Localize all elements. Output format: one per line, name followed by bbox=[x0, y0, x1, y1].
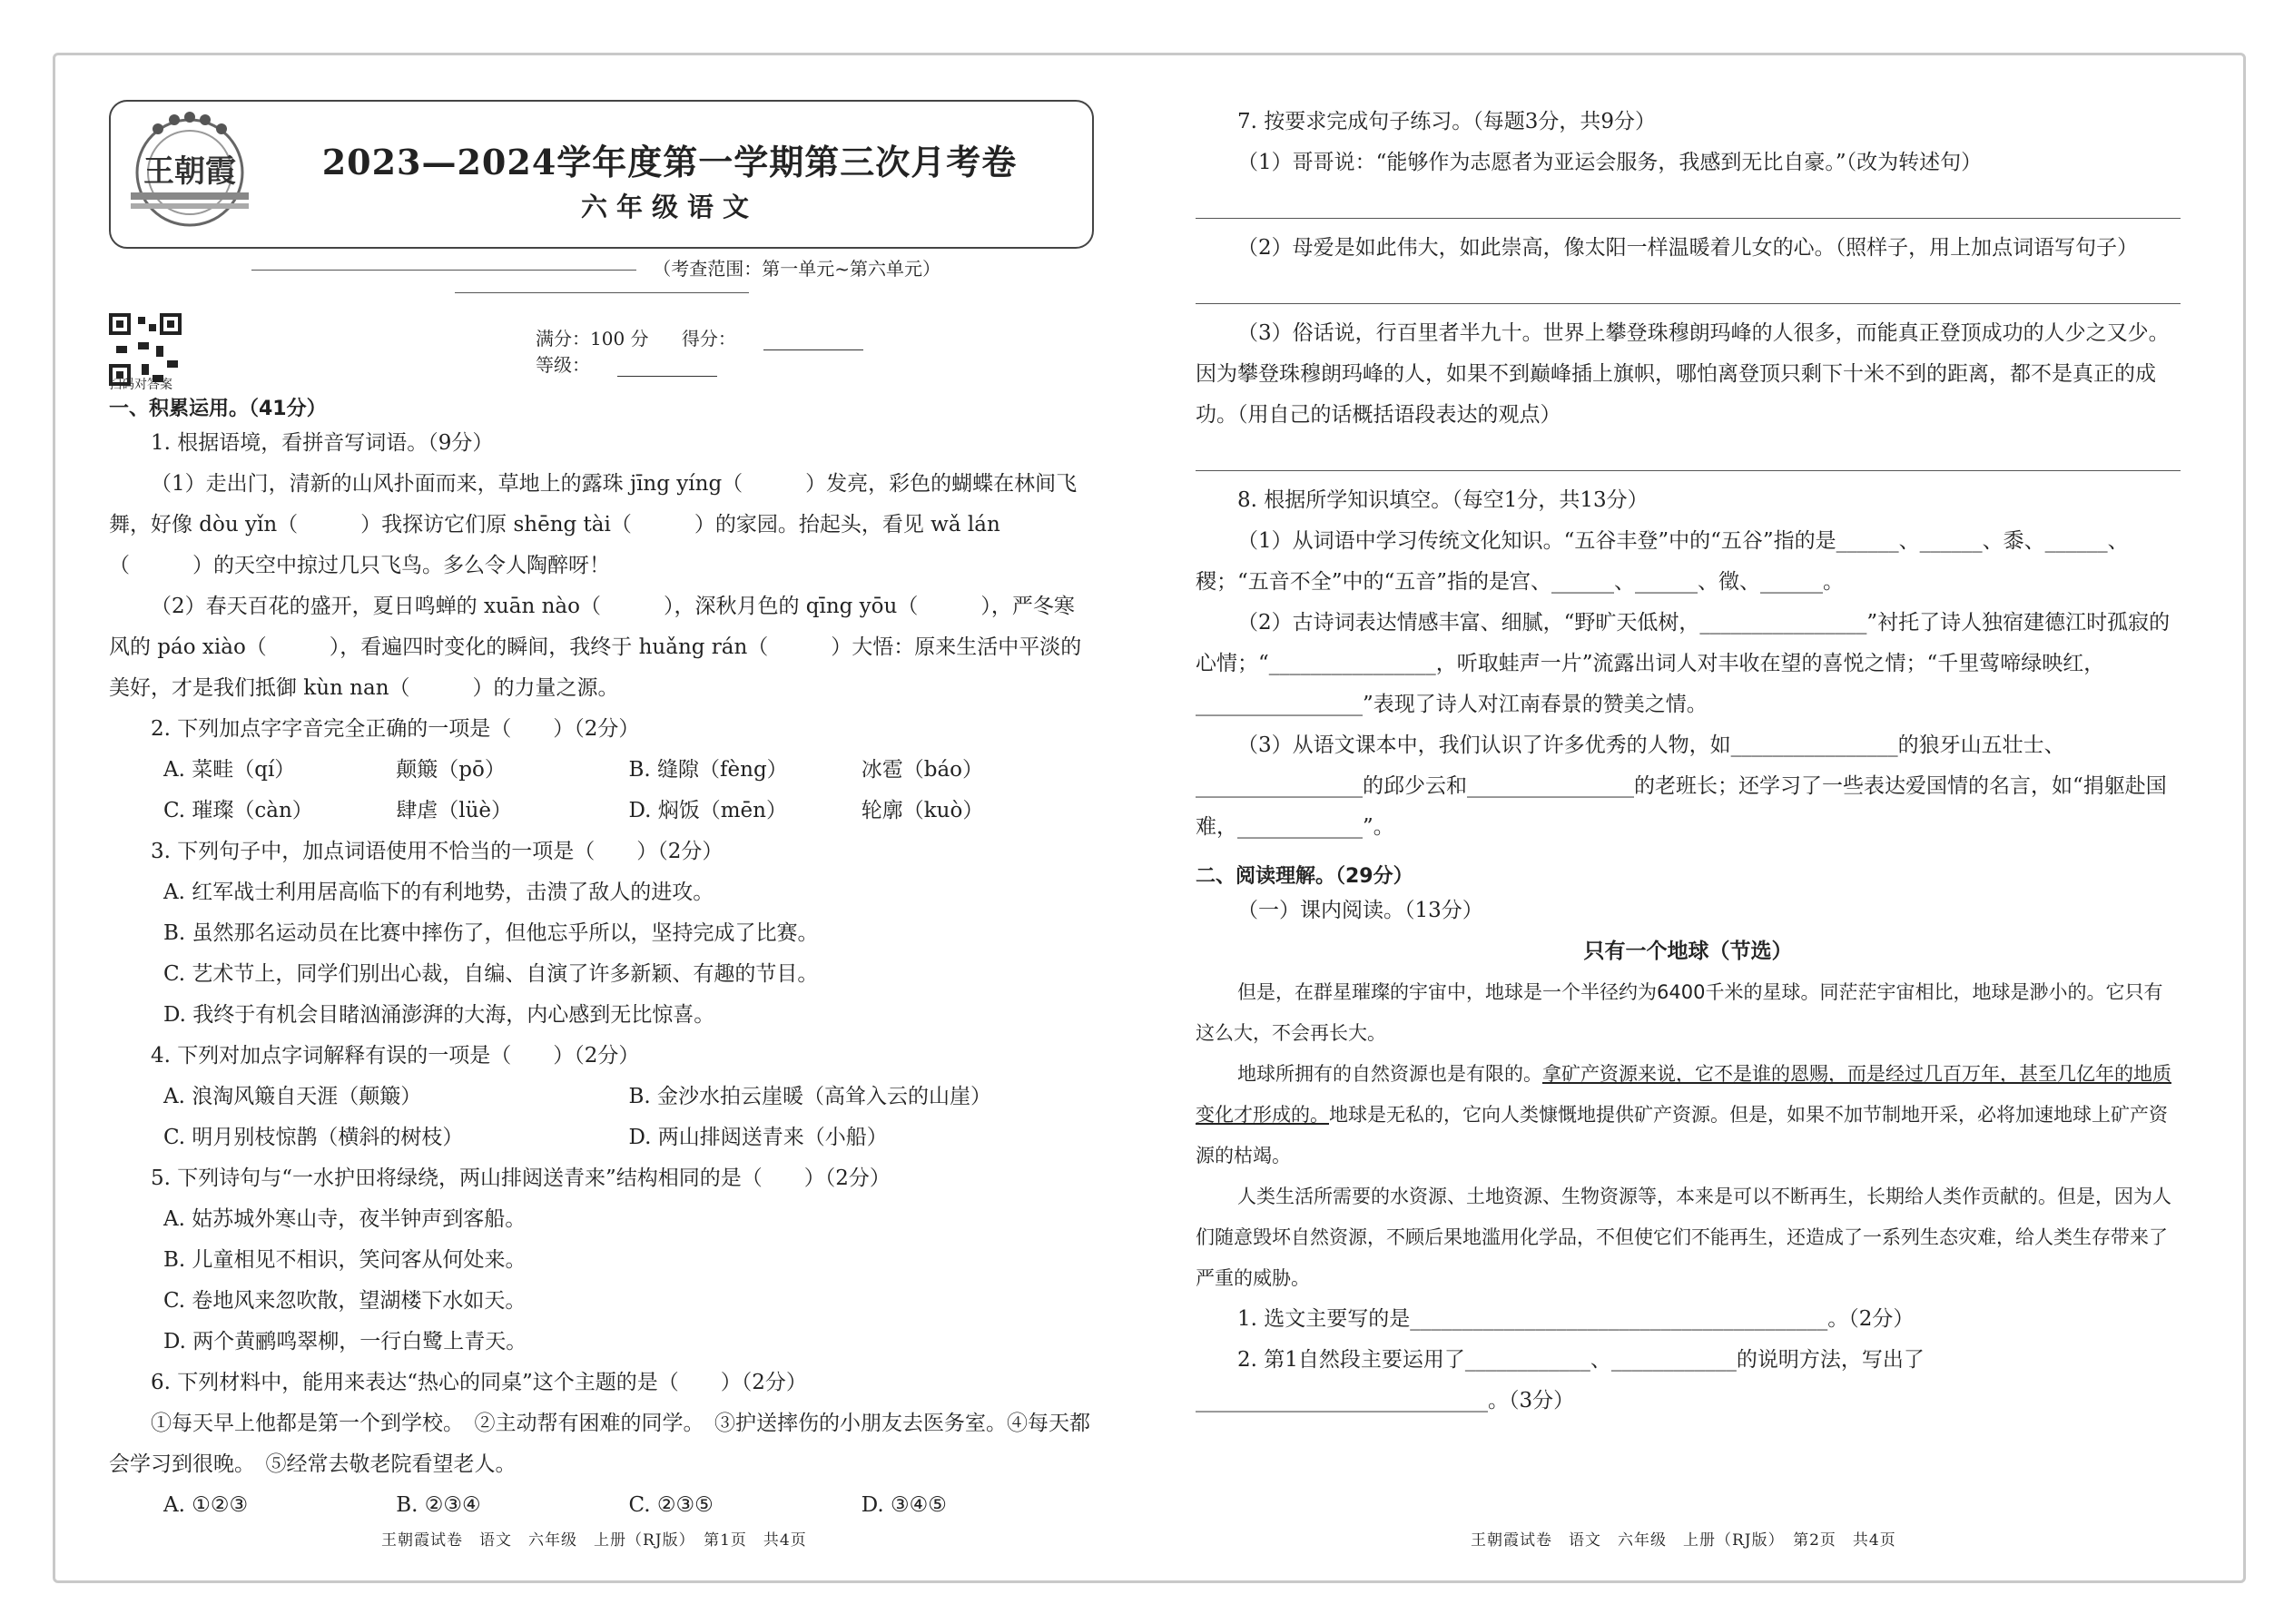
q8-3: （3）从语文课本中，我们认识了许多优秀的人物，如________________的狼牙山五壮士、________________的邱少云和________________的老班长；还学习了一些表达爱国情的名言，如“捐躯赴国难，____________”。 bbox=[1196, 733, 2167, 839]
q7-3: （3）俗话说，行百里者半九十。世界上攀登珠穆朗玛峰的人很多，而能真正登顶成功的人少之又少。因为攀登珠穆朗玛峰的人，如果不到巅峰插上旗帜，哪怕离登顶只剩下十米不到的距离，都不是真正的成功。（用自己的话概括语段表达的观点） bbox=[1196, 321, 2170, 427]
para2-text-a: 地球所拥有的自然资源也是有限的。 bbox=[1237, 1063, 1542, 1085]
q7-2: （2）母爱是如此伟大，如此崇高，像太阳一样温暖着儿女的心。（照样子，用上加点词语写句子） bbox=[1237, 236, 2139, 260]
score-fields bbox=[536, 324, 1094, 377]
q1-passage-2: （2）春天百花的盛开，夏日鸣蝉的 xuān nào（ ），深秋月色的 qīng yōu（ ），严冬寒风的 páo xiào（ ），看遍四时变化的瞬间，我终于 huǎng rán（ ）大悟：原来生活中平淡的美好，才是我们抵御 kùn nan（ ）的力量之源。 bbox=[109, 595, 1082, 700]
para2-text-c: 地球是无私的，它向人类慷慨地提供矿产资源。但是，如果不加节制地开采，必将加速地球上矿产资源的枯竭。 bbox=[1196, 1104, 2168, 1166]
q3-option-a: A. 红军战士利用居高临下的有利地势，击溃了敌人的进攻。 bbox=[163, 881, 714, 904]
q6-option: D. ③④⑤ bbox=[861, 1493, 947, 1517]
q2-stem: 2. 下列加点字字音完全正确的一项是（ ）（2分） bbox=[151, 717, 640, 741]
q7-stem: 7. 按要求完成句子练习。（每题3分，共9分） bbox=[1237, 110, 1657, 133]
q2-option: 轮廓（kuò） bbox=[861, 799, 984, 822]
q2-option: 颠簸（pō） bbox=[396, 758, 506, 782]
q7-3-answer-line[interactable] bbox=[1196, 436, 2181, 471]
q1-passage-1: （1）走出门，清新的山风扑面而来，草地上的露珠 jīng yíng（ ）发亮，彩色的蝴蝶在林间飞舞，好像 dòu yǐn（ ）我探访它们原 shēng tài（ ）的家园。抬起头，看见 wǎ lán（ ）的天空中掠过几只飞鸟。多么令人陶醉呀！ bbox=[109, 472, 1078, 577]
reading-q1: 1. 选文主要写的是________________________________________。（2分） bbox=[1237, 1307, 1915, 1331]
q5-option-b: B. 儿童相见不相识，笑问客从何处来。 bbox=[163, 1248, 527, 1272]
grade-blank[interactable] bbox=[617, 376, 717, 377]
q2-option: B. 缝隙（fèng） bbox=[628, 758, 788, 782]
q6-stem: 6. 下列材料中，能用来表达“热心的同桌”这个主题的是（ ）（2分） bbox=[151, 1371, 807, 1394]
score-label: 得分： bbox=[681, 328, 736, 349]
passage-title: 只有一个地球（节选） bbox=[1583, 940, 1793, 963]
q3-stem: 3. 下列句子中，加点词语使用不恰当的一项是（ ）（2分） bbox=[151, 840, 724, 863]
q4-row-2 bbox=[109, 1117, 1094, 1158]
subsection-1: （一）课内阅读。（13分） bbox=[1237, 899, 1483, 922]
q8-1: （1）从词语中学习传统文化知识。“五谷丰登”中的“五谷”指的是______、______、黍、______、稷；“五音不全”中的“五音”指的是宫、______、______、徵、______。 bbox=[1196, 529, 2129, 594]
section-2-heading: 二、阅读理解。（29分） bbox=[1196, 865, 1413, 888]
reading-q2: 2. 第1自然段主要运用了____________、____________的说明方法，写出了____________________________。（3分） bbox=[1196, 1348, 1925, 1412]
q4-row-1 bbox=[109, 1077, 1094, 1117]
q7-1-answer-line[interactable] bbox=[1196, 183, 2181, 219]
exam-scope bbox=[109, 254, 1094, 302]
q3-option-c: C. 艺术节上，同学们别出心裁，自编、自演了许多新颖、有趣的节目。 bbox=[163, 962, 819, 986]
q4-option: C. 明月别枝惊鹊（横斜的树枝） bbox=[163, 1126, 464, 1149]
q3-option-d: D. 我终于有机会目睹汹涌澎湃的大海，内心感到无比惊喜。 bbox=[163, 1003, 715, 1027]
para2-underlined: 拿矿产资源来说，它不是谁的恩赐，而是经过几百万年，甚至几亿年的地质变化才形成的。 bbox=[1196, 1063, 2171, 1126]
passage-para-1: 但是，在群星璀璨的宇宙中，地球是一个半径约为6400千米的星球。同茫茫宇宙相比，地球是渺小的。它只有这么大，不会再长大。 bbox=[1196, 981, 2163, 1044]
q4-stem: 4. 下列对加点字词解释有误的一项是（ ）（2分） bbox=[151, 1044, 640, 1068]
full-score: 满分：100 分 bbox=[536, 328, 649, 349]
page-1-footer: 王朝霞试卷 语文 六年级 上册（RJ版） 第1页 共4页 bbox=[381, 1531, 807, 1550]
score-blank[interactable] bbox=[763, 349, 863, 350]
section-1-heading: 一、积累运用。（41分） bbox=[109, 398, 327, 420]
q6-option: B. ②③④ bbox=[396, 1493, 481, 1517]
q6-options bbox=[109, 1485, 1094, 1526]
grade-label: 等级： bbox=[536, 354, 590, 376]
q7-1: （1）哥哥说：“能够作为志愿者为亚运会服务，我感到无比自豪。”（改为转述句） bbox=[1237, 151, 1983, 174]
q3-option-b: B. 虽然那名运动员在比赛中摔伤了，但他忘乎所以，坚持完成了比赛。 bbox=[163, 921, 819, 945]
exam-subtitle: 六年级语文 bbox=[580, 192, 758, 222]
q6-option: C. ②③⑤ bbox=[628, 1493, 714, 1517]
q6-option: A. ①②③ bbox=[163, 1493, 249, 1517]
q7-2-answer-line[interactable] bbox=[1196, 269, 2181, 304]
scope-text: （考查范围：第一单元~第六单元） bbox=[653, 258, 941, 280]
q5-option-d: D. 两个黄鹂鸣翠柳，一行白鹭上青天。 bbox=[163, 1330, 527, 1353]
q8-stem: 8. 根据所学知识填空。（每空1分，共13分） bbox=[1237, 488, 1649, 512]
score-row bbox=[109, 311, 1094, 392]
q2-option: C. 璀璨（càn） bbox=[163, 799, 313, 822]
q6-materials: ①每天早上他都是第一个到学校。 ②主动帮有困难的同学。 ③护送摔伤的小朋友去医务室。④每天都会学习到很晚。 ⑤经常去敬老院看望老人。 bbox=[109, 1412, 1090, 1476]
q2-option: 肆虐（lüè） bbox=[396, 799, 513, 822]
svg-text:王朝霞: 王朝霞 bbox=[143, 153, 236, 190]
q2-row-1 bbox=[109, 750, 1094, 791]
page-2-footer: 王朝霞试卷 语文 六年级 上册（RJ版） 第2页 共4页 bbox=[1471, 1531, 1896, 1550]
q5-stem: 5. 下列诗句与“一水护田将绿绕，两山排闼送青来”结构相同的是（ ）（2分） bbox=[151, 1166, 891, 1190]
page-1 bbox=[109, 100, 1094, 1526]
q2-option: D. 焖饭（mēn） bbox=[628, 799, 787, 822]
passage-para-3: 人类生活所需要的水资源、土地资源、生物资源等，本来是可以不断再生，长期给人类作贡献的。但是，因为人们随意毁坏自然资源，不顾后果地滥用化学品，不但使它们不能再生，还造成了一系列生态灾难，给人类生存带来了严重的威胁。 bbox=[1196, 1186, 2171, 1289]
q2-option: A. 菜畦（qí） bbox=[163, 758, 296, 782]
exam-title: 2023—2024学年度第一学期第三次月考卷 bbox=[321, 142, 1018, 182]
q1-stem: 1. 根据语境，看拼音写词语。（9分） bbox=[151, 431, 494, 455]
passage-para-2 bbox=[1196, 1054, 2181, 1176]
q2-row-2 bbox=[109, 791, 1094, 832]
q4-option: A. 浪淘风簸自天涯（颠簸） bbox=[163, 1085, 422, 1108]
title-box bbox=[109, 100, 1094, 249]
q2-option: 冰雹（báo） bbox=[861, 758, 984, 782]
wangzhaoxia-logo-icon bbox=[122, 109, 258, 236]
page-2 bbox=[1196, 102, 2181, 1422]
qr-caption: 扫码对答案 bbox=[109, 378, 172, 392]
q4-option: B. 金沙水拍云崖暖（高耸入云的山崖） bbox=[628, 1085, 992, 1108]
q5-option-c: C. 卷地风来忽吹散，望湖楼下水如天。 bbox=[163, 1289, 527, 1313]
q5-option-a: A. 姑苏城外寒山寺，夜半钟声到客船。 bbox=[163, 1207, 527, 1231]
q4-option: D. 两山排闼送青来（小船） bbox=[628, 1126, 888, 1149]
q8-2: （2）古诗词表达情感丰富、细腻，“野旷天低树，________________”衬托了诗人独宿建德江时孤寂的心情；“________________，听取蛙声一片”流露出词人对丰收在望的喜悦之情；“千里莺啼绿映红，________________”表现了诗人对江南春景的赞美之情。 bbox=[1196, 611, 2171, 716]
